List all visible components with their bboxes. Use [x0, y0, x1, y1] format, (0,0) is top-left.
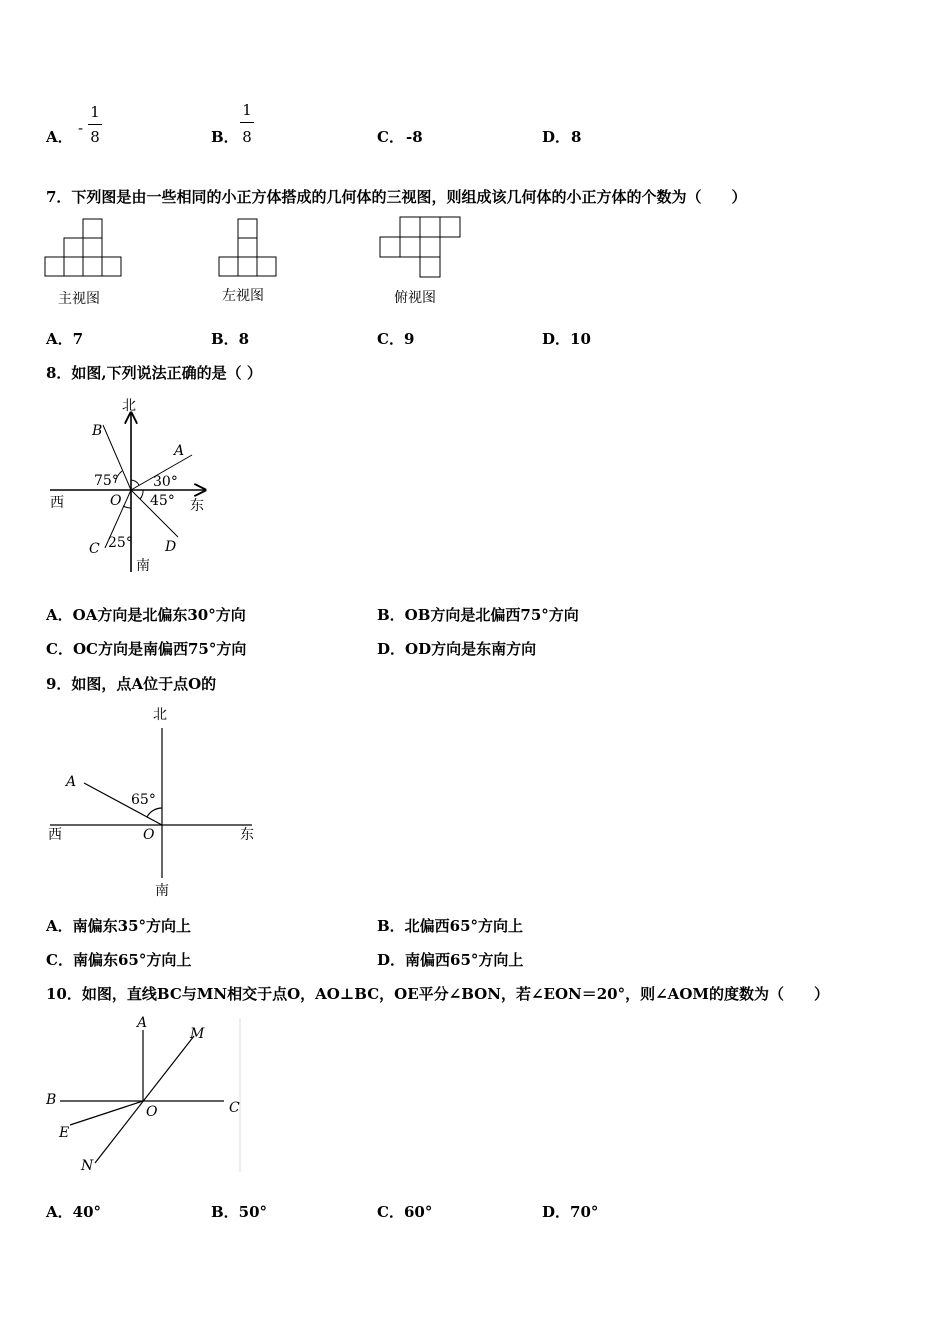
q8-angle-30: 30°	[153, 474, 178, 490]
q8-option-d: D．OD方向是东南方向	[377, 640, 537, 658]
q8-angle-25: 25°	[108, 535, 133, 551]
q6-option-b-fraction-bar	[240, 122, 254, 123]
q10-point-a: A	[137, 1015, 148, 1031]
q8-point-b: B	[92, 423, 103, 439]
q8-arc-25	[123, 506, 131, 508]
q8-point-o: O	[110, 493, 122, 509]
q10-point-e: E	[59, 1125, 70, 1141]
q9-option-d: D．南偏西65°方向上	[377, 951, 524, 969]
q10-point-c: C	[229, 1100, 240, 1116]
q6-option-b-letter: B．	[211, 128, 239, 146]
q6-option-d-value: 8	[571, 128, 582, 146]
q9-option-c: C．南偏东65°方向上	[46, 951, 192, 969]
q7-stem: 7．下列图是由一些相同的小正方体搭成的几何体的三视图，则组成该几何体的小正方体的个数为（ ）	[46, 188, 747, 206]
q10-point-n: N	[81, 1158, 94, 1174]
q8-point-c: C	[89, 541, 100, 557]
q7-front-view-figure	[44, 216, 124, 276]
q7-left-view-figure	[218, 216, 280, 276]
q10-point-o: O	[146, 1104, 158, 1120]
q8-option-b: B．OB方向是北偏西75°方向	[377, 606, 579, 624]
q8-angle-45: 45°	[150, 493, 175, 509]
q10-ray-oe	[70, 1101, 143, 1125]
q7-front-view-label: 主视图	[58, 291, 100, 307]
q8-angle-75: 75°	[94, 473, 119, 489]
q8-arc-30	[131, 480, 139, 485]
q9-east-label: 东	[240, 827, 254, 843]
q6-option-a-sign: -	[78, 119, 84, 137]
q8-ray-oc	[105, 490, 131, 548]
q7-option-a: A．7	[46, 330, 84, 348]
q8-ray-oa	[131, 455, 192, 490]
q10-option-c: C．60°	[377, 1203, 433, 1221]
q8-east-label: 东	[190, 498, 204, 514]
q9-option-b: B．北偏西65°方向上	[377, 917, 524, 935]
q9-option-a: A．南偏东35°方向上	[46, 917, 192, 935]
q10-option-d: D．70°	[542, 1203, 599, 1221]
q8-arc-45	[140, 490, 143, 499]
q10-option-a: A．40°	[46, 1203, 102, 1221]
q6-option-d-letter: D．	[542, 128, 571, 146]
q10-point-b: B	[46, 1092, 57, 1108]
q9-stem: 9．如图，点A位于点O的	[46, 675, 217, 693]
q8-point-d: D	[165, 539, 177, 555]
q7-option-c: C．9	[377, 330, 415, 348]
q8-option-c: C．OC方向是南偏西75°方向	[46, 640, 247, 658]
q9-west-label: 西	[48, 827, 62, 843]
q9-point-o: O	[143, 827, 155, 843]
q7-top-view-label: 俯视图	[394, 290, 436, 306]
q6-option-a-numerator: 1	[90, 103, 100, 121]
q8-west-label: 西	[50, 495, 64, 511]
q9-point-a: A	[66, 774, 77, 790]
q10-point-m: M	[190, 1026, 205, 1042]
q8-arc-75	[115, 471, 122, 483]
q9-south-label: 南	[155, 883, 169, 899]
q8-south-label: 南	[136, 558, 150, 574]
q9-ray-oa	[84, 783, 162, 825]
q6-option-a-fraction-bar	[88, 124, 102, 125]
q6-option-c-value: -8	[406, 128, 423, 146]
q8-point-a: A	[174, 443, 185, 459]
q7-option-b: B．8	[211, 330, 250, 348]
q8-option-a: A．OA方向是北偏东30°方向	[46, 606, 246, 624]
q9-angle-65: 65°	[131, 792, 156, 808]
q8-ray-od	[131, 490, 178, 537]
q6-option-a-denominator: 8	[90, 128, 100, 146]
q6-option-b-denominator: 8	[242, 128, 252, 146]
q6-option-a-letter: A．	[46, 128, 73, 146]
q9-north-label: 北	[153, 707, 167, 723]
q8-ray-ob	[103, 425, 131, 490]
q9-arc-65	[147, 808, 162, 817]
q6-option-c-letter: C．	[377, 128, 404, 146]
q7-option-d: D．10	[542, 330, 591, 348]
q10-stem: 10．如图，直线BC与MN相交于点O，AO⊥BC，OE平分∠BON，若∠EON＝20°，则∠AOM的度数为（ ）	[46, 985, 829, 1003]
q8-stem: 8．如图,下列说法正确的是（ ）	[46, 364, 262, 382]
q7-top-view-figure	[379, 216, 463, 278]
q7-left-view-label: 左视图	[222, 288, 264, 304]
q10-line-mn	[95, 1036, 194, 1163]
q8-north-label: 北	[122, 398, 136, 414]
q6-option-b-numerator: 1	[242, 101, 252, 119]
q10-option-b: B．50°	[211, 1203, 268, 1221]
